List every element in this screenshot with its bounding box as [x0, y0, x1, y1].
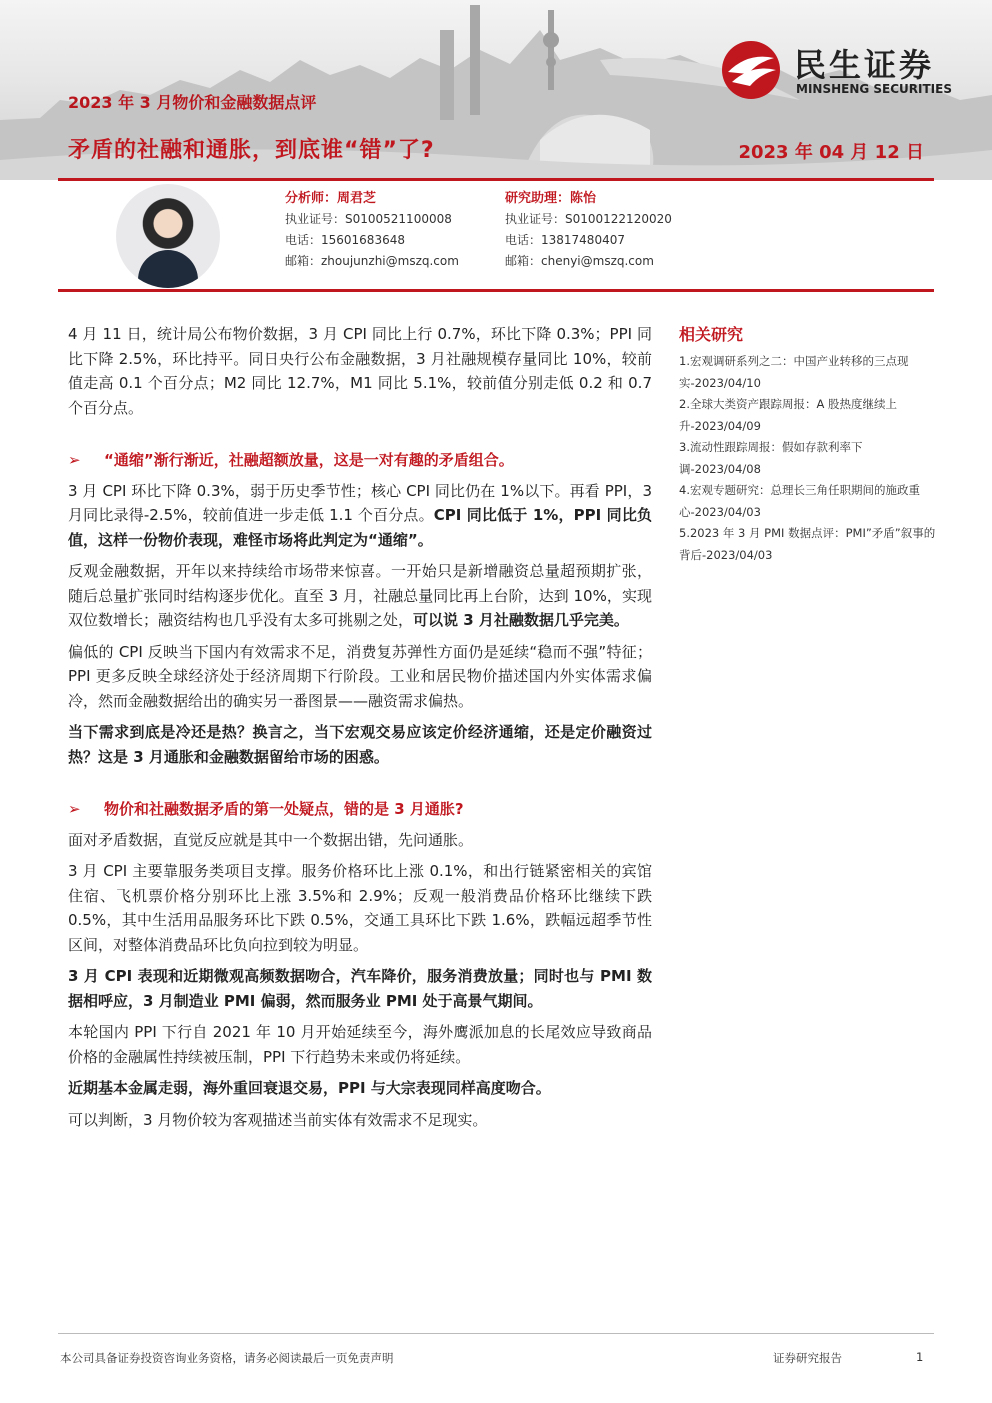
related-research-sidebar	[679, 322, 937, 566]
header-banner	[0, 0, 992, 180]
paragraph-4	[68, 720, 652, 769]
related-research-item[interactable]: 1.宏观调研系列之二：中国产业转移的三点现实-2023/04/10	[679, 354, 909, 390]
analyst-role: 分析师：周君芝	[285, 191, 377, 206]
arrow-bullet-icon: ➢	[68, 800, 81, 818]
paragraph-7	[68, 964, 652, 1013]
related-research-title: 相关研究	[679, 325, 744, 344]
assistant-info	[505, 188, 672, 272]
paragraph-7-bold: 3 月 CPI 表现和近期微观高频数据吻合，汽车降价，服务消费放量；同时也与 PMI 数据相呼应，3 月制造业 PMI 偏弱，然而服务业 PMI 处于高景气期间。	[68, 967, 652, 1010]
paragraph-1-text: 3 月 CPI 环比下降 0.3%，弱于历史季节性；核心 CPI 同比仍在 1%以下。再看 PPI，3 月同比录得-2.5%，较前值进一步走低 1.1 个百分点。	[68, 481, 652, 524]
paragraph-2-bold: 可以说 3 月社融数据几乎完美。	[413, 611, 629, 629]
logo-english-text: MINSHENG SECURITIES	[796, 82, 952, 96]
paragraph-9-bold: 近期基本金属走弱，海外重回衰退交易，PPI 与大宗表现同样高度吻合。	[68, 1079, 551, 1097]
paragraph-2-text: 反观金融数据，开年以来持续给市场带来惊喜。一开始只是新增融资总量超预期扩张，随后总量扩张同时结构逐步优化。直至 3 月，社融总量同比再上台阶，达到 10%，实现双位数增长；融资结构也几乎没有太多可挑剔之处，	[68, 562, 652, 629]
analyst-cert: 执业证号：S0100521100008	[285, 212, 452, 226]
report-title: 矛盾的社融和通胀，到底谁“错”了?	[68, 138, 435, 163]
assistant-role: 研究助理：陈怡	[505, 191, 597, 206]
section-heading-1	[68, 448, 652, 473]
arrow-bullet-icon: ➢	[68, 451, 81, 469]
section-heading-1-text: “通缩”渐行渐近，社融超额放量，这是一对有趣的矛盾组合。	[104, 451, 514, 469]
logo-chinese-text: 民生证券	[794, 46, 935, 84]
report-date: 2023 年 04 月 12 日	[738, 142, 924, 163]
intro-paragraph: 4 月 11 日，统计局公布物价数据，3 月 CPI 同比上行 0.7%，环比下降 0.3%；PPI 同比下降 2.5%，环比持平。同日央行公布金融数据，3 月社融规模存量同比 10%，较前值走高 0.1 个百分点；M2 同比 12.7%，M1 同比 5.1%，较前值分别走低 0.2 和 0.7 个百分点。	[68, 325, 652, 417]
paragraph-1	[68, 479, 652, 553]
section-heading-2	[68, 797, 652, 822]
analyst-phone: 电话：15601683648	[285, 233, 405, 247]
analyst-info	[285, 188, 459, 272]
analyst-divider	[58, 289, 934, 292]
footer-divider	[58, 1333, 934, 1334]
report-body	[68, 322, 652, 1139]
section-heading-2-text: 物价和社融数据矛盾的第一处疑点，错的是 3 月通胀?	[104, 800, 464, 818]
paragraph-6: 3 月 CPI 主要靠服务类项目支撑。服务价格环比上涨 0.1%，和出行链紧密相关的宾馆住宿、飞机票价格分别环比上涨 3.5%和 2.9%；反观一般消费品价格环比继续下跌 0.5%，其中生活用品服务环比下跌 0.5%，交通工具环比下跌 1.6%，跌幅远超季节性区间，对整体消费品环比负向拉到较为明显。	[68, 862, 652, 954]
paragraph-2	[68, 559, 652, 633]
assistant-cert: 执业证号：S0100122120020	[505, 212, 672, 226]
paragraph-9	[68, 1076, 652, 1101]
report-type: 2023 年 3 月物价和金融数据点评	[68, 93, 317, 112]
paragraph-1-bold: CPI 同比低于 1%，PPI 同比负值，这样一份物价表现，难怪市场将此判定为“通缩”。	[68, 506, 652, 549]
header-divider	[58, 178, 934, 181]
related-research-item[interactable]: 3.流动性跟踪周报：假如存款利率下调-2023/04/08	[679, 440, 863, 476]
related-research-item[interactable]: 2.全球大类资产跟踪周报：A 股热度继续上升-2023/04/09	[679, 397, 897, 433]
paragraph-8: 本轮国内 PPI 下行自 2021 年 10 月开始延续至今，海外鹰派加息的长尾效应导致商品价格的金融属性持续被压制，PPI 下行趋势未来或仍将延续。	[68, 1023, 652, 1066]
minsheng-logo	[718, 40, 963, 100]
footer-doc-type: 证券研究报告	[773, 1351, 842, 1365]
minsheng-emblem-icon	[718, 40, 784, 100]
related-research-item[interactable]: 4.宏观专题研究：总理长三角任职期间的施政重心-2023/04/03	[679, 483, 920, 519]
paragraph-4-bold: 当下需求到底是冷还是热？换言之，当下宏观交易应该定价经济通缩，还是定价融资过热？这是 3 月通胀和金融数据留给市场的困惑。	[68, 723, 652, 766]
footer-disclaimer: 本公司具备证券投资咨询业务资格，请务必阅读最后一页免责声明	[60, 1351, 394, 1365]
assistant-email[interactable]: 邮箱：chenyi@mszq.com	[505, 254, 654, 268]
analyst-email[interactable]: 邮箱：zhoujunzhi@mszq.com	[285, 254, 459, 268]
paragraph-5: 面对矛盾数据，直觉反应就是其中一个数据出错，先问通胀。	[68, 830, 474, 849]
assistant-phone: 电话：13817480407	[505, 233, 625, 247]
analyst-avatar	[116, 184, 220, 288]
paragraph-10: 可以判断，3 月物价较为客观描述当前实体有效需求不足现实。	[68, 1110, 488, 1129]
page-number: 1	[916, 1350, 924, 1364]
related-research-item[interactable]: 5.2023 年 3 月 PMI 数据点评：PMI”矛盾”叙事的背后-2023/04/03	[679, 526, 936, 562]
paragraph-3: 偏低的 CPI 反映当下国内有效需求不足，消费复苏弹性方面仍是延续“稳而不强”特征；PPI 更多反映全球经济处于经济周期下行阶段。工业和居民物价描述国内外实体需求偏冷，然而金融数据给出的确实另一番图景——融资需求偏热。	[68, 642, 652, 710]
